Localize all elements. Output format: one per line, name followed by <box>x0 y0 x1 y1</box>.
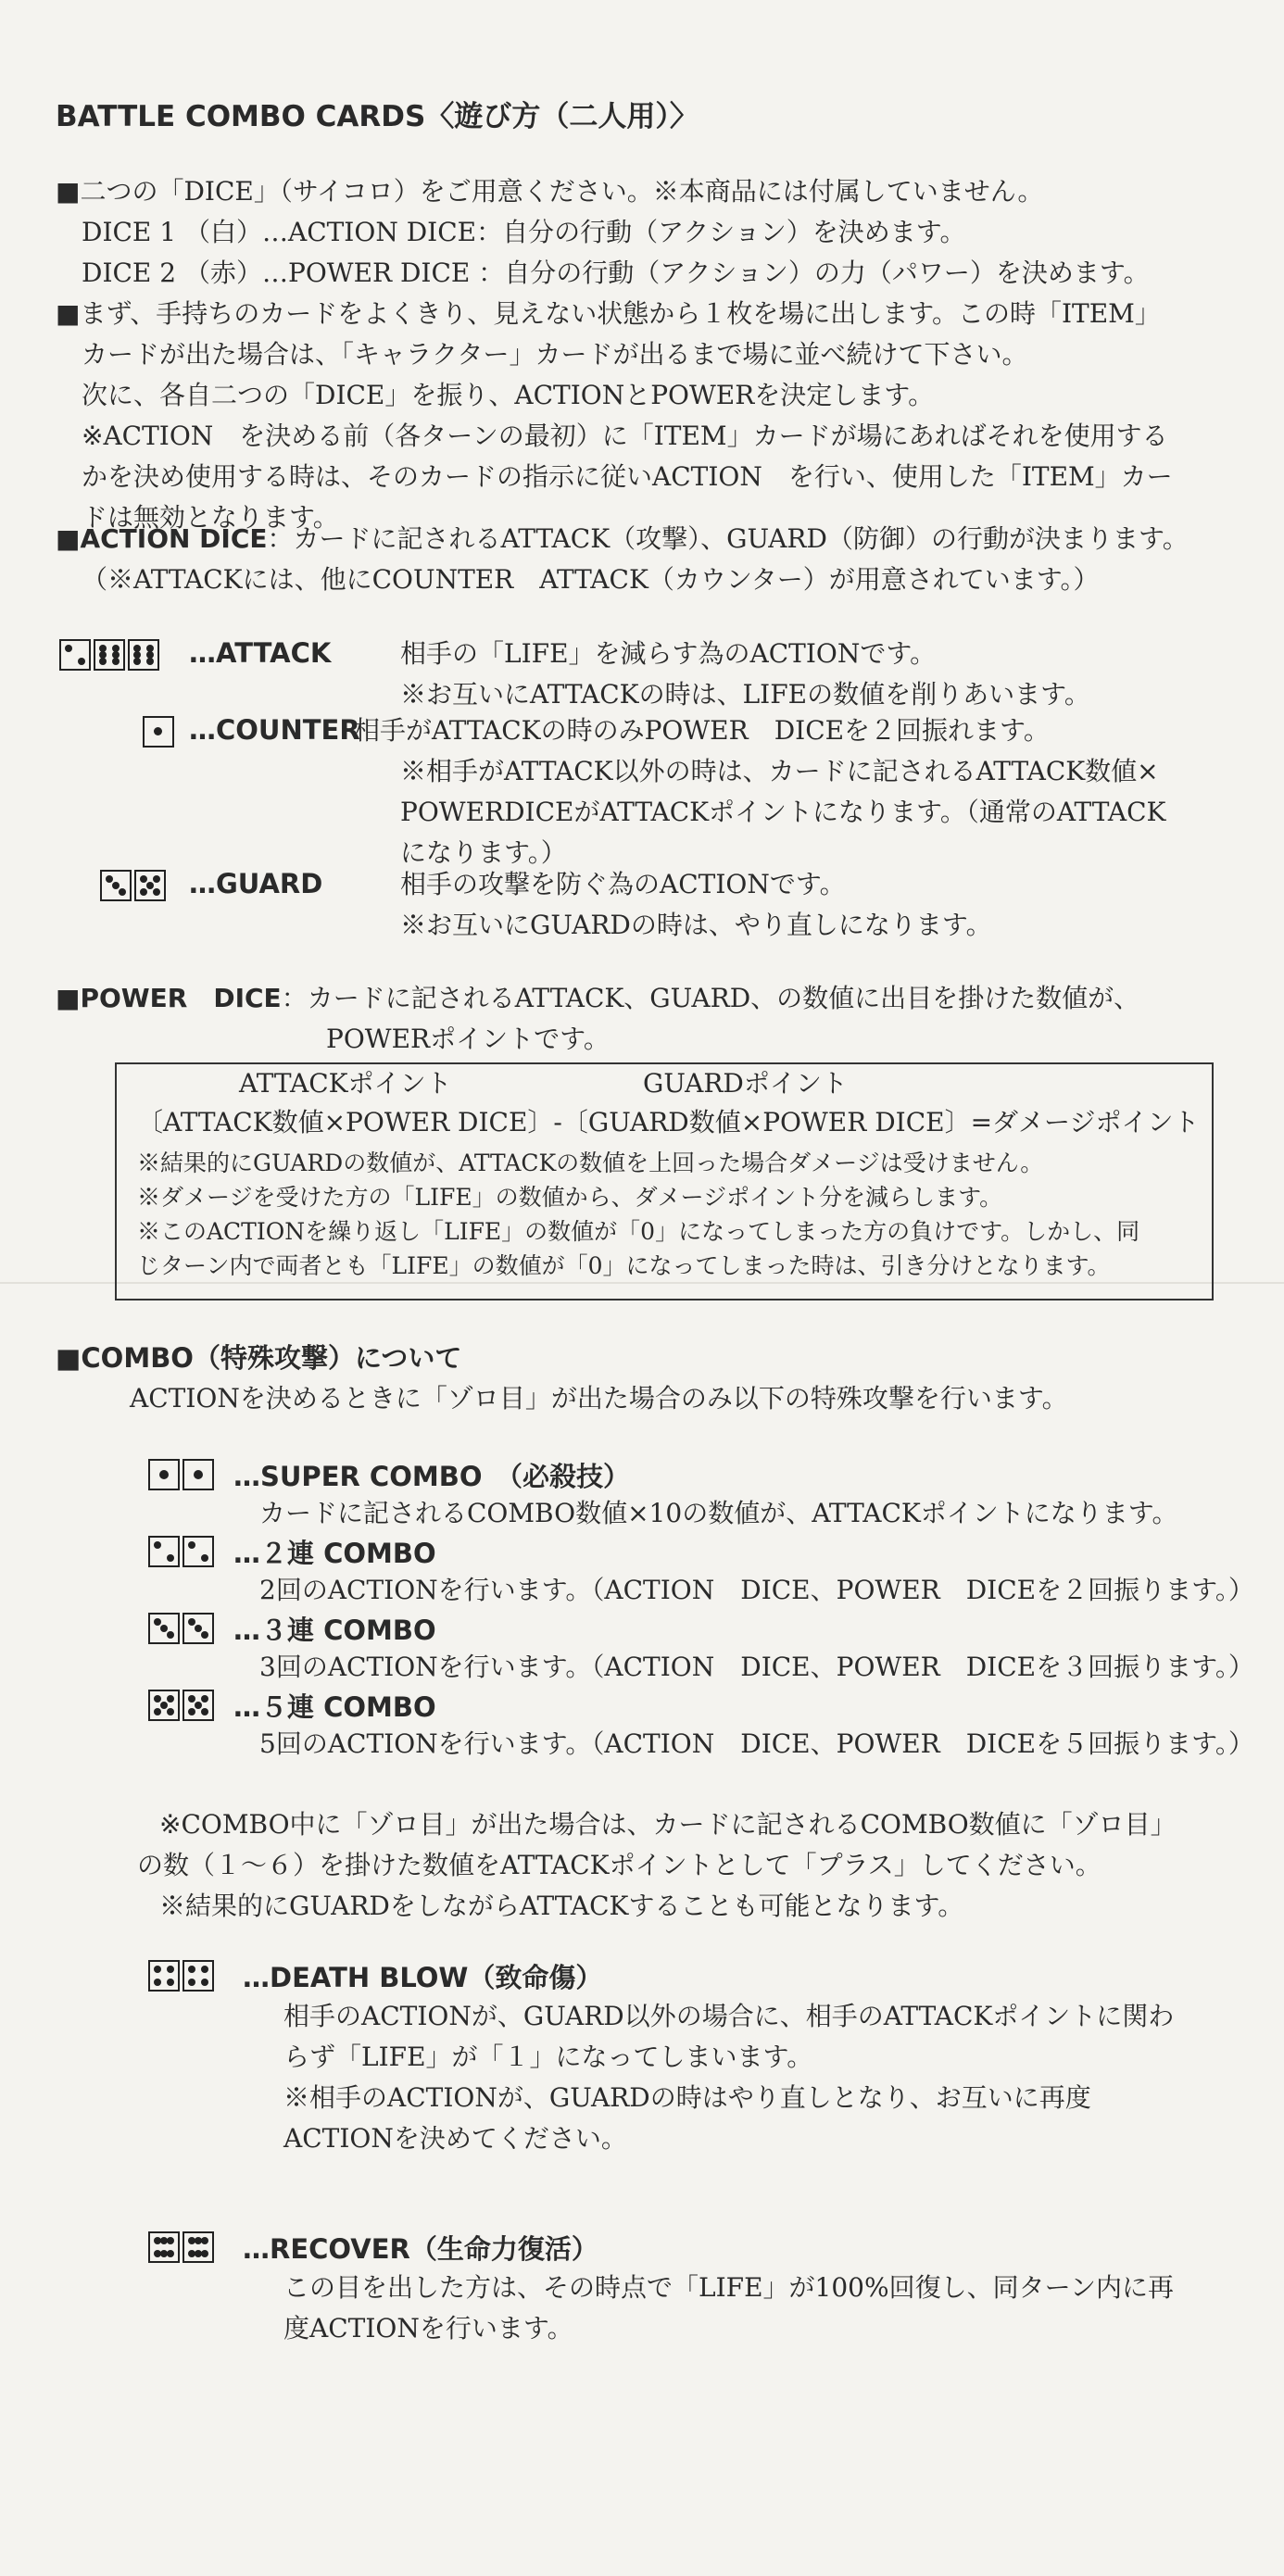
action-dice-desc: ：カードに記されるATTACK（攻撃）、GUARD（防御）の行動が決まります。 <box>267 523 1189 554</box>
intro-line-2: DICE 1 （白）…ACTION DICE：自分の行動（アクション）を決めます。 <box>82 217 966 247</box>
guard-desc-2: ※お互いにGUARDの時は、やり直しになります。 <box>400 910 992 940</box>
die-face-6-icon <box>128 639 159 671</box>
intro-line-4: ■まず、手持ちのカードをよくきり、見えない状態から１枚を場に出します。この時「ITEM」 <box>56 298 1161 329</box>
damage-formula: 〔ATTACK数値×POWER DICE〕-〔GUARD数値×POWER DICE〕=ダメージポイント <box>137 1107 1200 1137</box>
box-attack-point-heading: ATTACKポイント <box>239 1068 452 1099</box>
die-face-2-icon <box>183 1536 214 1567</box>
combo-2-dice-icons <box>148 1536 217 1567</box>
die-face-6-icon <box>183 2231 214 2263</box>
super-combo-dice-icons <box>148 1459 217 1490</box>
box-note-1: ※結果的にGUARDの数値が、ATTACKの数値を上回った場合ダメージは受けません。 <box>137 1150 1044 1176</box>
death-blow-desc-3: ※相手のACTIONが、GUARDの時はやり直しとなり、お互いに再度 <box>283 2082 1091 2113</box>
action-dice-note: （※ATTACKには、他にCOUNTER ATTACK（カウンター）が用意されています。） <box>82 564 1100 595</box>
die-face-5-icon <box>134 870 166 901</box>
power-dice-desc: ：カードに記されるATTACK、GUARD、の数値に出目を掛けた数値が、 <box>281 983 1140 1013</box>
intro-line-9: ドは無効となります。 <box>82 502 339 533</box>
die-face-6-icon <box>148 2231 180 2263</box>
recover-dice-icons <box>148 2231 217 2263</box>
die-face-4-icon <box>183 1960 214 1992</box>
box-guard-point-heading: GUARDポイント <box>643 1068 848 1099</box>
die-face-1-icon <box>183 1459 214 1490</box>
combo-2-desc: 2回のACTIONを行います。（ACTION DICE、POWER DICEを２回振ります。） <box>259 1575 1254 1605</box>
recover-desc-1: この目を出した方は、その時点で「LIFE」が100%回復し、同ターン内に再 <box>283 2272 1175 2303</box>
combo-note-3: ※結果的にGUARDをしながらATTACKすることも可能となります。 <box>159 1891 964 1921</box>
counter-desc-1: 相手がATTACKの時のみPOWER DICEを２回振れます。 <box>354 715 1050 746</box>
death-blow-desc-4: ACTIONを決めてください。 <box>283 2123 627 2154</box>
attack-desc-2: ※お互いにATTACKの時は、LIFEの数値を削りあいます。 <box>400 679 1090 710</box>
counter-dice-icons <box>143 716 177 748</box>
recover-label: …RECOVER（生命力復活） <box>243 2233 598 2265</box>
action-dice-header <box>56 519 1189 559</box>
die-face-5-icon <box>183 1690 214 1721</box>
die-face-6-icon <box>94 639 125 671</box>
combo-5-label: …５連 COMBO <box>233 1691 436 1723</box>
combo-intro: ACTIONを決めるときに「ゾロ目」が出た場合のみ以下の特殊攻撃を行います。 <box>130 1383 1068 1414</box>
die-face-3-icon <box>100 870 132 901</box>
counter-desc-4: になります。） <box>400 837 567 868</box>
combo-header: ■COMBO（特殊攻撃）について <box>56 1342 462 1374</box>
die-face-2-icon <box>59 639 91 671</box>
combo-3-desc: 3回のACTIONを行います。（ACTION DICE、POWER DICEを３回振ります。） <box>259 1652 1254 1682</box>
action-dice-title: ■ACTION DICE <box>56 523 268 554</box>
page-title: BATTLE COMBO CARDS〈遊び方（二人用）〉 <box>56 100 699 133</box>
super-combo-label: …SUPER COMBO （必殺技） <box>233 1461 630 1492</box>
attack-dice-icons <box>59 639 162 671</box>
combo-3-label: …３連 COMBO <box>233 1615 436 1646</box>
death-blow-desc-1: 相手のACTIONが、GUARD以外の場合に、相手のATTACKポイントに関わ <box>283 2001 1175 2031</box>
death-blow-desc-2: らず「LIFE」が「１」になってしまいます。 <box>283 2042 813 2072</box>
box-note-4: じターン内で両者とも「LIFE」の数値が「0」になってしまった時は、引き分けとなります。 <box>137 1252 1111 1279</box>
die-face-5-icon <box>148 1690 180 1721</box>
attack-desc-1: 相手の「LIFE」を減らす為のACTIONです。 <box>400 638 937 669</box>
guard-desc-1: 相手の攻撃を防ぐ為のACTIONです。 <box>400 869 846 899</box>
power-dice-header <box>56 978 1139 1019</box>
guard-label: …GUARD <box>189 868 323 899</box>
combo-note-1: ※COMBO中に「ゾロ目」が出た場合は、カードに記されるCOMBO数値に「ゾロ目」 <box>159 1809 1177 1840</box>
intro-line-6: 次に、各自二つの「DICE」を振り、ACTIONとPOWERを決定します。 <box>82 380 935 410</box>
death-blow-label: …DEATH BLOW（致命傷） <box>243 1962 603 1993</box>
die-face-4-icon <box>148 1960 180 1992</box>
intro-line-5: カードが出た場合は、「キャラクター」カードが出るまで場に並べ続けて下さい。 <box>82 339 1028 370</box>
combo-5-dice-icons <box>148 1690 217 1721</box>
die-face-3-icon <box>148 1613 180 1644</box>
intro-line-1: ■二つの「DICE」（サイコロ）をご用意ください。※本商品には付属していません。 <box>56 176 1044 207</box>
box-note-3: ※このACTIONを繰り返し「LIFE」の数値が「0」になってしまった方の負けです。しかし、同 <box>137 1218 1140 1245</box>
intro-line-3: DICE 2 （赤）…POWER DICE ：自分の行動（アクション）の力（パワー）を決めます。 <box>82 258 1150 288</box>
box-note-2: ※ダメージを受けた方の「LIFE」の数値から、ダメージポイント分を減らします。 <box>137 1184 1003 1211</box>
death-blow-dice-icons <box>148 1960 217 1992</box>
super-combo-desc: カードに記されるCOMBO数値×10の数値が、ATTACKポイントになります。 <box>259 1498 1178 1528</box>
intro-line-8: かを決め使用する時は、そのカードの指示に従いACTION を行い、使用した「ITEM」カー <box>82 461 1173 492</box>
combo-3-dice-icons <box>148 1613 217 1644</box>
die-face-2-icon <box>148 1536 180 1567</box>
power-dice-title: ■POWER DICE <box>56 983 282 1013</box>
guard-dice-icons <box>100 870 169 901</box>
counter-desc-2: ※相手がATTACK以外の時は、カードに記されるATTACK数値× <box>400 756 1159 786</box>
combo-5-desc: 5回のACTIONを行います。（ACTION DICE、POWER DICEを５回振ります。） <box>259 1728 1254 1759</box>
attack-label: …ATTACK <box>189 637 332 669</box>
die-face-1-icon <box>143 716 174 748</box>
die-face-3-icon <box>183 1613 214 1644</box>
intro-line-7: ※ACTION を決める前（各ターンの最初）に「ITEM」カードが場にあればそれを使用する <box>82 421 1168 451</box>
counter-desc-3: POWERDICEがATTACKポイントになります。（通常のATTACK <box>400 797 1166 827</box>
counter-label: …COUNTER <box>189 714 360 746</box>
die-face-1-icon <box>148 1459 180 1490</box>
combo-note-2: の数（１～６）を掛けた数値をATTACKポイントとして「プラス」してください。 <box>137 1850 1101 1880</box>
combo-2-label: …２連 COMBO <box>233 1538 436 1569</box>
recover-desc-2: 度ACTIONを行います。 <box>283 2313 573 2344</box>
power-dice-desc-2: POWERポイントです。 <box>326 1024 610 1054</box>
